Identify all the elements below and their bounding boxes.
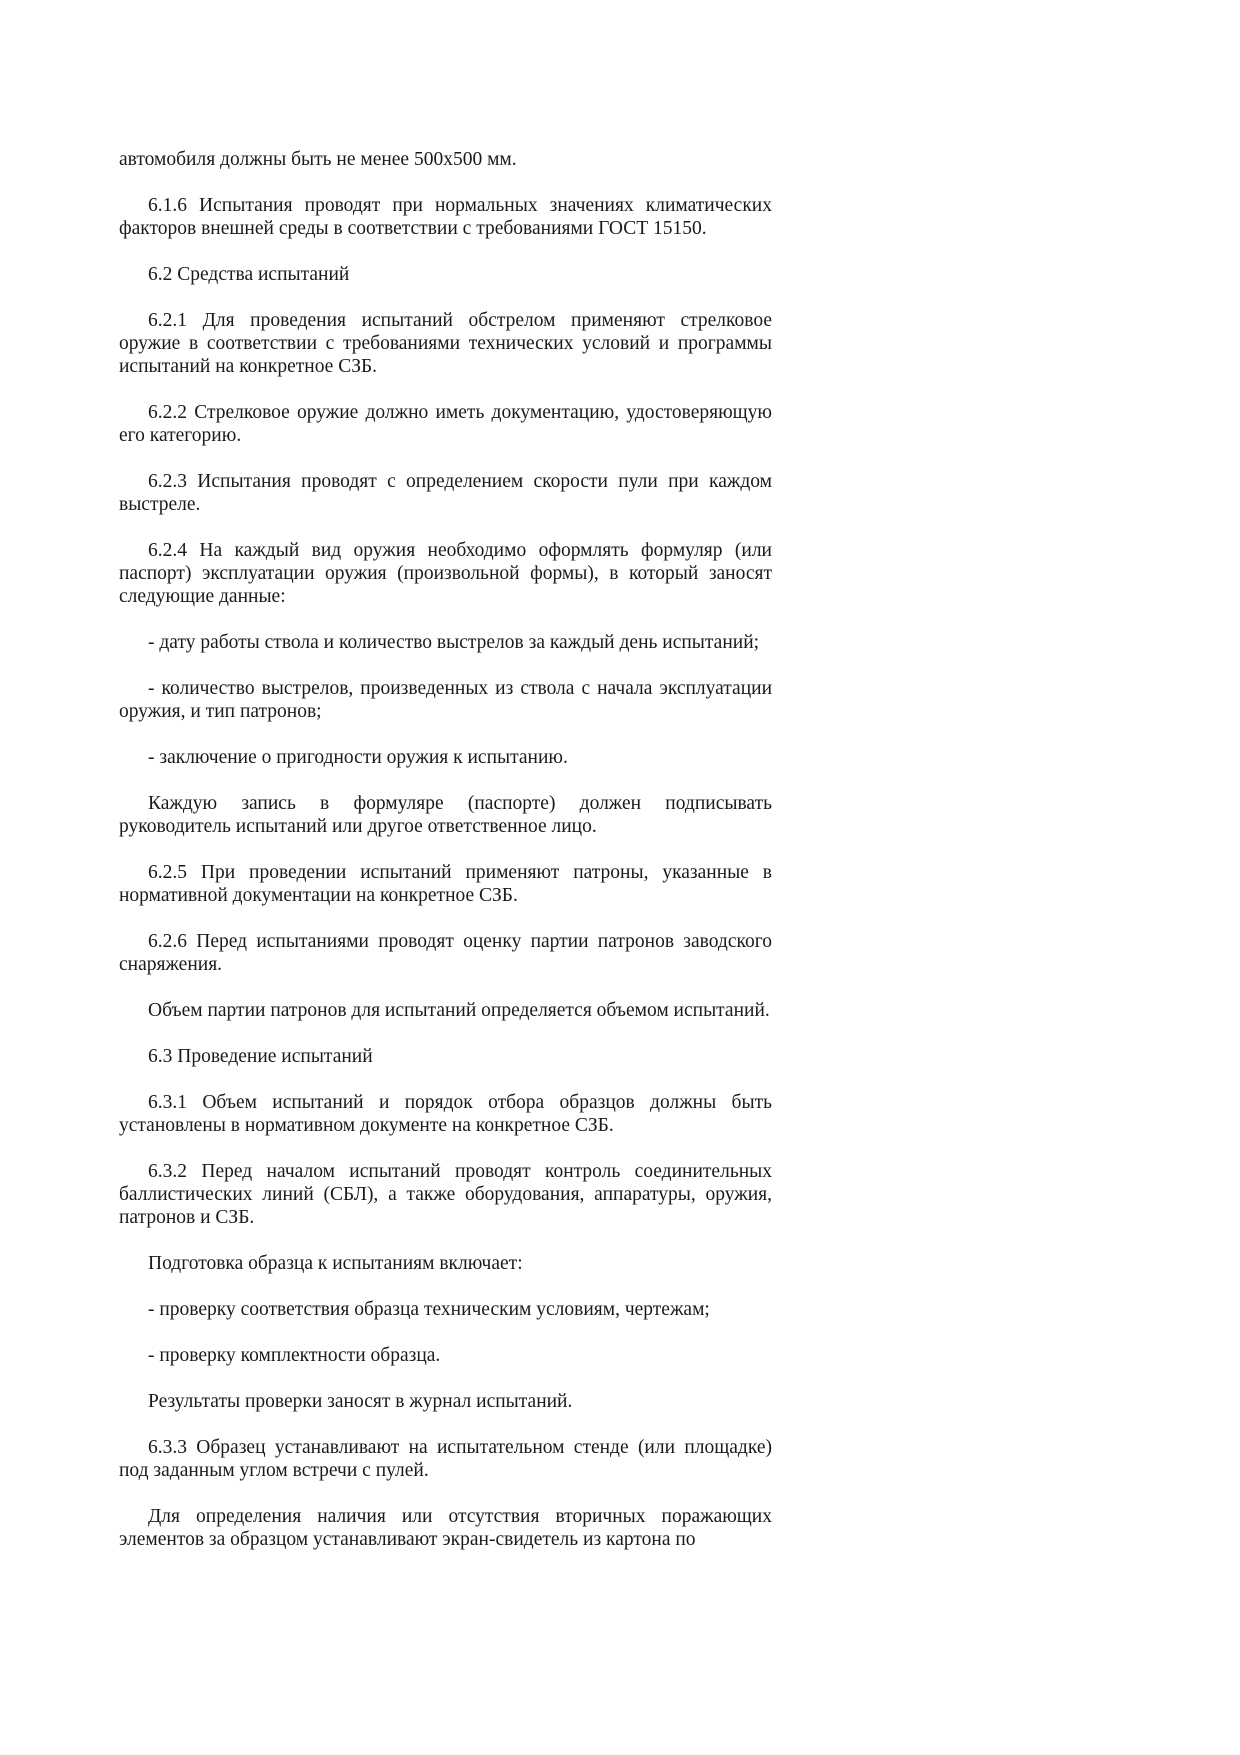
paragraph-6-2-4: 6.2.4 На каждый вид оружия необходимо оформлять формуляр (или паспорт) эксплуатации оружия (произвольной формы), в который заносят следующие данные: (119, 540, 772, 607)
section-heading-6-2: 6.2 Средства испытаний (148, 264, 350, 285)
list-item-conformity-check: - проверку соответствия образца техническим условиям, чертежам; (148, 1299, 710, 1320)
paragraph-sample-preparation: Подготовка образца к испытаниям включает: (148, 1253, 523, 1274)
list-item-barrel-date: - дату работы ствола и количество выстрелов за каждый день испытаний; (148, 632, 760, 653)
document-body (119, 148, 772, 1551)
list-item-completeness-check: - проверку комплектности образца. (148, 1345, 441, 1366)
paragraph-6-3-2: 6.3.2 Перед началом испытаний проводят контроль соединительных баллистических линий (СБЛ), а также оборудования, аппаратуры, оружия, патронов и СЗБ. (119, 1161, 772, 1228)
list-item-conclusion: - заключение о пригодности оружия к испытанию. (148, 747, 568, 768)
section-heading-6-3: 6.3 Проведение испытаний (148, 1046, 373, 1067)
paragraph-record-signature: Каждую запись в формуляре (паспорте) должен подписывать руководитель испытаний или другое ответственное лицо. (119, 793, 772, 837)
paragraph-batch-volume: Объем партии патронов для испытаний определяется объемом испытаний. (148, 1000, 770, 1021)
paragraph-witness-screen: Для определения наличия или отсутствия вторичных поражающих элементов за образцом устанавливают экран-свидетель из картона по (119, 1506, 772, 1550)
paragraph-6-2-2: 6.2.2 Стрелковое оружие должно иметь документацию, удостоверяющую его категорию. (119, 402, 772, 446)
paragraph-continuation: автомобиля должны быть не менее 500х500 мм. (119, 149, 517, 170)
paragraph-6-2-1: 6.2.1 Для проведения испытаний обстрелом применяют стрелковое оружие в соответствии с требованиями технических условий и программы испытаний на конкретное СЗБ. (119, 310, 772, 377)
paragraph-6-3-3: 6.3.3 Образец устанавливают на испытательном стенде (или площадке) под заданным углом встречи с пулей. (119, 1437, 772, 1481)
paragraph-6-2-3: 6.2.3 Испытания проводят с определением скорости пули при каждом выстреле. (119, 471, 772, 515)
paragraph-6-2-5: 6.2.5 При проведении испытаний применяют патроны, указанные в нормативной документации на конкретное СЗБ. (119, 862, 772, 906)
paragraph-6-3-1: 6.3.1 Объем испытаний и порядок отбора образцов должны быть установлены в нормативном документе на конкретное СЗБ. (119, 1092, 772, 1136)
paragraph-check-results: Результаты проверки заносят в журнал испытаний. (148, 1391, 573, 1412)
list-item-shot-count: - количество выстрелов, произведенных из ствола с начала эксплуатации оружия, и тип патронов; (119, 678, 772, 722)
paragraph-6-2-6: 6.2.6 Перед испытаниями проводят оценку партии патронов заводского снаряжения. (119, 931, 772, 975)
paragraph-6-1-6: 6.1.6 Испытания проводят при нормальных значениях климатических факторов внешней среды в соответствии с требованиями ГОСТ 15150. (119, 195, 772, 239)
